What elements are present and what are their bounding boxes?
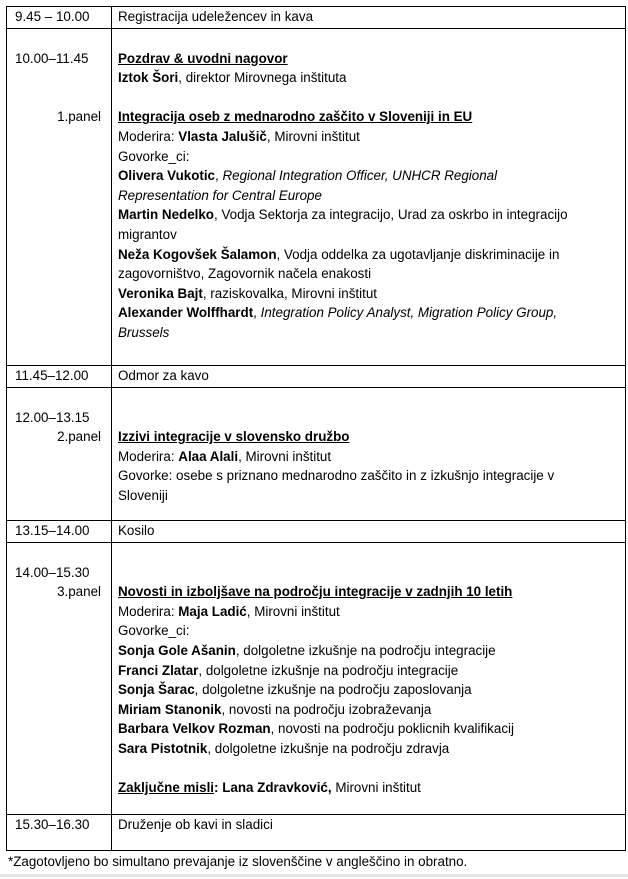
panel-title: Integracija oseb z mednarodno zaščito v Sloveniji in EU xyxy=(118,109,473,125)
speakers-heading: Govorke_ci: xyxy=(118,623,190,639)
speaker-entry: Veronika Bajt, raziskovalka, Mirovni inštitut xyxy=(118,285,377,301)
time-cell: 10.00–11.45 1.panel xyxy=(7,29,112,366)
speaker-entry: Barbara Velkov Rozman, novosti na področju poklicnih kvalifikacij xyxy=(118,721,514,737)
speakers-description: Govorke: osebe s priznano mednarodno zaščito in z izkušnjo integracije v xyxy=(118,468,555,484)
time-cell: 14.00–15.30 3.panel xyxy=(7,543,112,815)
speaker-entry: Neža Kogovšek Šalamon, Vodja oddelka za ugotavljanje diskriminacije in xyxy=(118,246,560,262)
schedule-row-panel-3 xyxy=(7,543,626,815)
panel-label: 2.panel xyxy=(57,429,101,445)
panel-title: Izzivi integracije v slovensko družbo xyxy=(118,429,350,445)
time-cell: 9.45 – 10.00 xyxy=(7,7,112,29)
moderator-name: Maja Ladić xyxy=(178,603,247,619)
speakers-heading: Govorke_ci: xyxy=(118,148,190,164)
moderator-name: Alaa Alali xyxy=(178,448,239,464)
schedule-row-registration xyxy=(7,7,626,29)
programme-table xyxy=(6,6,626,851)
time-cell: 15.30–16.30 xyxy=(7,815,112,851)
programme-cell: Izzivi integracije v slovensko družbo Moderira: Alaa Alali, Mirovni inštitut Govorke: osebe s priznano mednarodno zaščito in z izkušnjo integracije v Sloveniji xyxy=(112,388,626,521)
speaker-entry: Sonja Gole Ašanin, dolgoletne izkušnje na področju integracije xyxy=(118,642,496,658)
speaker-entry: Miriam Stanonik, novosti na področju izobraževanja xyxy=(118,701,432,717)
speaker-entry: Franci Zlatar, dolgoletne izkušnje na področju integracije xyxy=(118,662,459,678)
speaker-entry: Alexander Wolffhardt, Integration Policy Analyst, Migration Policy Group, xyxy=(118,305,558,321)
time-cell: 13.15–14.00 xyxy=(7,521,112,543)
schedule-row-panel-1 xyxy=(7,29,626,366)
moderator-name: Vlasta Jalušič xyxy=(178,128,267,144)
panel-label: 1.panel xyxy=(57,109,101,125)
programme-cell: Druženje ob kavi in sladici xyxy=(112,815,626,851)
programme-cell: Novosti in izboljšave na področju integracije v zadnjih 10 letih Moderira: Maja Ladić, Mirovni inštitut Govorke_ci: Sonja Gole Ašanin, dolgoletne izkušnje na področju integracije Franci Zlatar, dolgoletne izkušnje na področju integracije Sonja Šarac, dolgoletne izkušnje na področju zaposlovanja Miriam Stanonik, novosti na področju izobraževanja Barbara Velkov Rozman, novosti na področju poklicnih kvalifikacij Sara Pistotnik, dolgoletne izkušnje na področju zdravja Zaključne misli: Lana Zdravković, Mirovni inštitut xyxy=(112,543,626,815)
panel-title: Novosti in izboljšave na področju integracije v zadnjih 10 letih xyxy=(118,584,513,600)
programme-cell: Registracija udeležencev in kava xyxy=(112,7,626,29)
programme-cell: Pozdrav & uvodni nagovor Iztok Šori, direktor Mirovnega inštituta Integracija oseb z mednarodno zaščito v Sloveniji in EU Moderira: Vlasta Jalušič, Mirovni inštitut Govorke_ci: Olivera Vukotic, Regional Integration Officer, UNHCR Regional Representation for Central Europe Martin Nedelko, Vodja Sektorja za integracijo, Urad za oskrbo in integracijo migrantov Neža Kogovšek Šalamon, Vodja oddelka za ugotavljanje diskriminacije in zagovorništvo, Zagovornik načela enakosti Veronika Bajt, raziskovalka, Mirovni inštitut Alexander Wolffhardt, Integration Policy Analyst, Migration Policy Group, Brussels xyxy=(112,29,626,366)
speaker-entry: Sara Pistotnik, dolgoletne izkušnje na področju zdravja xyxy=(118,740,450,756)
footnote: *Zagotovljeno bo simultano prevajanje iz slovenščine v angleščino in obratno. xyxy=(8,854,468,869)
speaker-entry: Olivera Vukotic, Regional Integration Officer, UNHCR Regional xyxy=(118,168,498,184)
speaker-entry: Sonja Šarac, dolgoletne izkušnje na področju zaposlovanja xyxy=(118,682,472,698)
schedule-row-panel-2 xyxy=(7,388,626,521)
time-cell: 12.00–13.15 2.panel xyxy=(7,388,112,521)
page-bottom-rule xyxy=(0,874,628,877)
opening-title: Pozdrav & uvodni nagovor xyxy=(118,50,288,66)
schedule-row-coffee-break xyxy=(7,366,626,388)
time-cell: 11.45–12.00 xyxy=(7,366,112,388)
programme-cell: Kosilo xyxy=(112,521,626,543)
schedule-row-closing-social xyxy=(7,815,626,851)
opening-speaker-name: Iztok Šori xyxy=(118,70,179,86)
panel-label: 3.panel xyxy=(57,584,101,600)
speaker-entry: Martin Nedelko, Vodja Sektorja za integracijo, Urad za oskrbo in integracijo xyxy=(118,207,568,223)
programme-cell: Odmor za kavo xyxy=(112,366,626,388)
schedule-row-lunch xyxy=(7,521,626,543)
closing-remarks: Zaključne misli: Lana Zdravković, Mirovni inštitut xyxy=(118,780,421,796)
